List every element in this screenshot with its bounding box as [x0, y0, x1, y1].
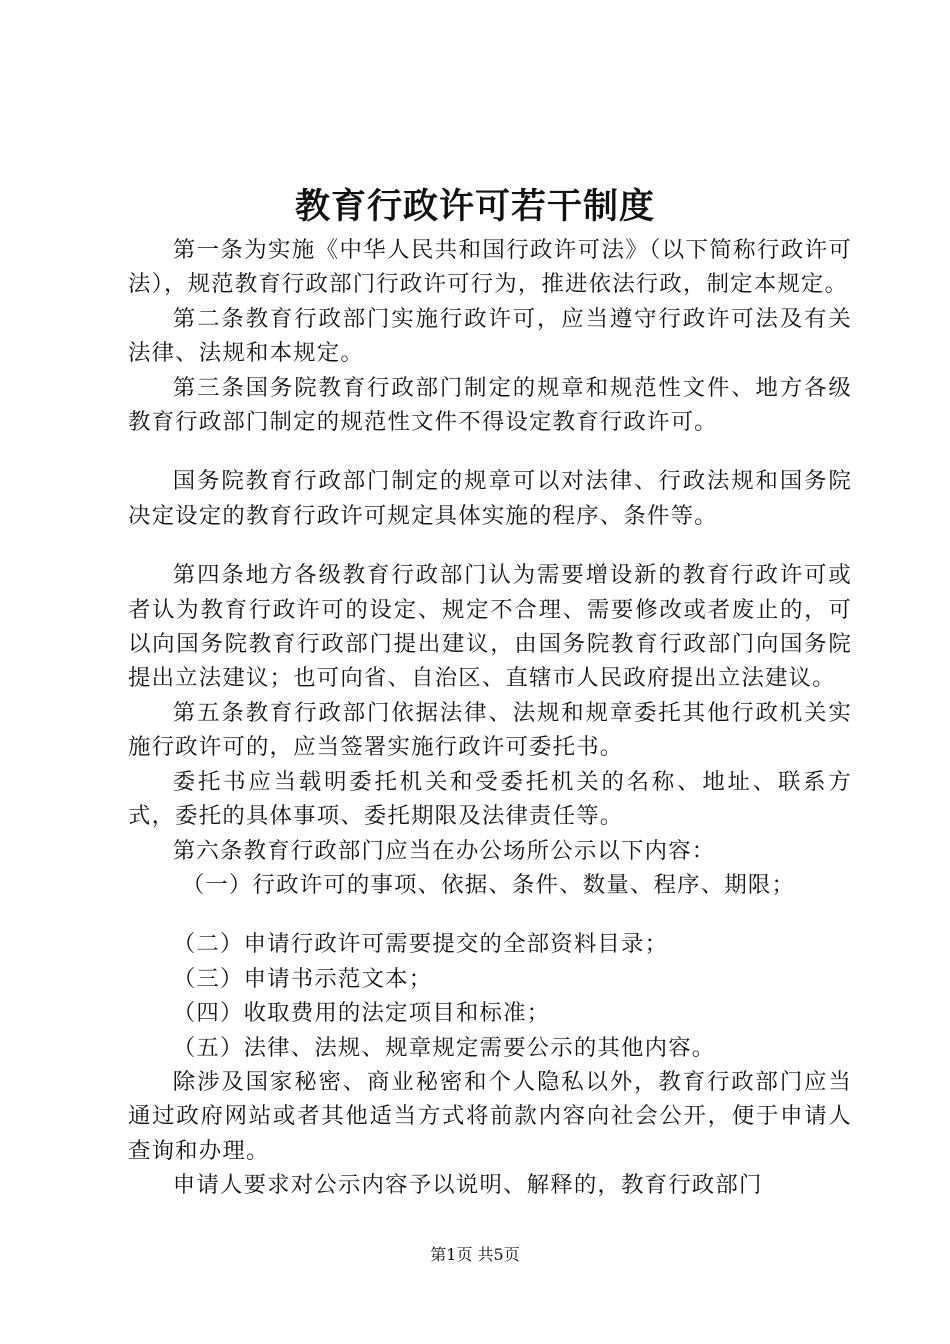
- list-item-1: （一）行政许可的事项、依据、条件、数量、程序、期限；: [181, 871, 796, 898]
- list-item-5: （五）法律、法规、规章规定需要公示的其他内容。: [172, 1034, 716, 1061]
- paragraph-article-5: 第五条教育行政部门依据法律、法规和规章委托其他行政机关实施行政许可的，应当签署实施行政许可委托书。: [128, 699, 852, 761]
- paragraph-article-2: 第二条教育行政部门实施行政许可，应当遵守行政许可法及有关法律、法规和本规定。: [128, 305, 852, 367]
- list-item-4: （四）收取费用的法定项目和标准；: [172, 1000, 551, 1027]
- paragraph-article-3-clause-2: 国务院教育行政部门制定的规章可以对法律、行政法规和国务院决定设定的教育行政许可规定具体实施的程序、条件等。: [128, 468, 852, 529]
- document-body: [128, 233, 852, 1203]
- page-number-footer: 第1页 共5页: [430, 1245, 520, 1264]
- paragraph-article-6: 第六条教育行政部门应当在办公场所公示以下内容：: [172, 837, 716, 864]
- paragraph-article-3: 第三条国务院教育行政部门制定的规章和规范性文件、地方各级教育行政部门制定的规范性文件不得设定教育行政许可。: [128, 374, 852, 436]
- paragraph-article-1: 第一条为实施《中华人民共和国行政许可法》（以下简称行政许可法），规范教育行政部门行政许可行为，推进依法行政，制定本规定。: [128, 237, 852, 298]
- list-item-2: （二）申请行政许可需要提交的全部资料目录；: [172, 931, 669, 958]
- paragraph-article-5-clause-2: 委托书应当载明委托机关和受委托机关的名称、地址、联系方式，委托的具体事项、委托期限及法律责任等。: [128, 768, 852, 830]
- list-item-3: （三）申请书示范文本；: [172, 965, 433, 992]
- paragraph-article-6-clause-2: 除涉及国家秘密、商业秘密和个人隐私以外，教育行政部门应当通过政府网站或者其他适当方式将前款内容向社会公开，便于申请人查询和办理。: [128, 1068, 852, 1164]
- paragraph-article-6-clause-3: 申请人要求对公示内容予以说明、解释的，教育行政部门: [172, 1172, 763, 1199]
- document-title: 教育行政许可若干制度: [294, 186, 655, 227]
- paragraph-article-4: 第四条地方各级教育行政部门认为需要增设新的教育行政许可或者认为教育行政许可的设定、规定不合理、需要修改或者废止的，可以向国务院教育行政部门提出建议，由国务院教育行政部门向国务院提出立法建议；也可向省、自治区、直辖市人民政府提出立法建议。: [128, 562, 852, 692]
